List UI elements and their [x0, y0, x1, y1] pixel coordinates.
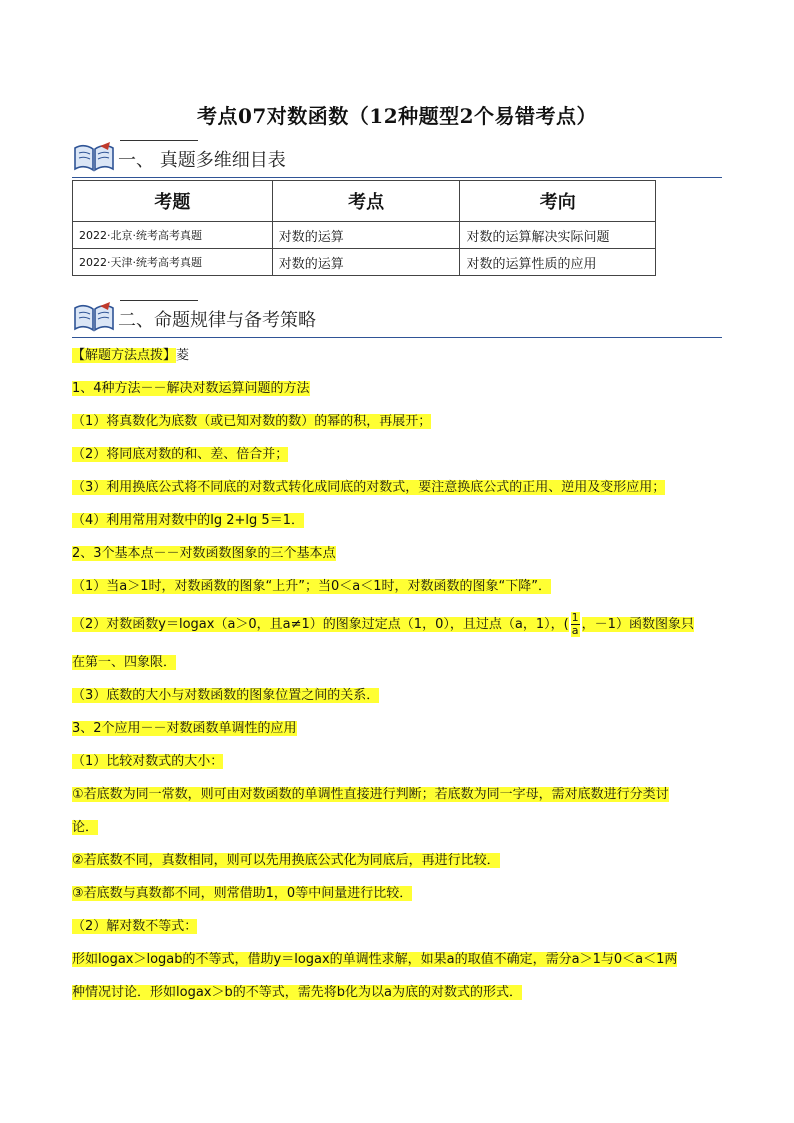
content-line: 种情况讨论．形如logax＞b的不等式，需先将b化为以a为底的对数式的形式．: [72, 985, 522, 1000]
content-line: （2）解对数不等式：: [72, 919, 198, 934]
content-line: （2）将同底对数的和、差、倍合并；: [72, 447, 289, 462]
table-cell: 对数的运算: [272, 249, 460, 276]
section-title: 二、命题规律与备考策略: [118, 310, 316, 331]
open-book-icon: [72, 302, 116, 332]
content-line: ①若底数为同一常数，则可由对数函数的单调性直接进行判断；若底数为同一字母，需对底数进行分类讨: [72, 787, 669, 802]
section-heading-1: [72, 138, 722, 178]
content-line: （1）当a＞1时，对数函数的图象“上升”；当0＜a＜1时，对数函数的图象“下降”．: [72, 579, 551, 594]
section-rule: [72, 337, 722, 338]
table-cell: 2022·天津·统考高考真题: [73, 249, 273, 276]
table-header: 考题: [73, 181, 273, 222]
content-line: （2）对数函数y＝logax（a＞0，且a≠1）的图象过定点（1，0），且过点（a，1），( $\frac{1}{a}$ ，－1）函数图象只: [72, 611, 694, 637]
content-line: （4）利用常用对数中的lg 2+lg 5＝1．: [72, 513, 304, 528]
content-line: 【解题方法点拨】菱: [72, 348, 190, 363]
content-line: ③若底数与真数都不同，则常借助1，0等中间量进行比较．: [72, 886, 413, 901]
content-line: （3）利用换底公式将不同底的对数式转化成同底的对数式，要注意换底公式的正用、逆用及变形应用；: [72, 480, 666, 495]
table-cell: 对数的运算: [272, 222, 460, 249]
content-line: 2、3个基本点－－对数函数图象的三个基本点: [72, 546, 336, 561]
mark-glyph: 菱: [176, 348, 190, 363]
exam-table: [72, 180, 656, 276]
content-line: 在第一、四象限．: [72, 655, 177, 670]
table-header-row: [73, 181, 656, 222]
content-line: （3）底数的大小与对数函数的图象位置之间的关系．: [72, 688, 380, 703]
open-book-icon: [72, 142, 116, 172]
decorative-line: [120, 300, 198, 301]
page-title: 考点07对数函数（12种题型2个易错考点）: [196, 104, 598, 128]
table-cell: 对数的运算解决实际问题: [460, 222, 656, 249]
strategy-content: [72, 346, 724, 1016]
content-line: ②若底数不同，真数相同，则可以先用换底公式化为同底后，再进行比较．: [72, 853, 500, 868]
fraction-one-over-a: $\frac{1}{a}$: [571, 611, 579, 637]
table-cell: 对数的运算性质的应用: [460, 249, 656, 276]
content-line: 形如logax＞logab的不等式，借助y＝logax的单调性求解，如果a的取值不确定，需分a＞1与0＜a＜1两: [72, 952, 678, 967]
section-title: 一、 真题多维细目表: [118, 150, 286, 171]
content-line: （1）比较对数式的大小：: [72, 754, 224, 769]
table-row: [73, 222, 656, 249]
content-line: 3、2个应用－－对数函数单调性的应用: [72, 721, 297, 736]
table-header: 考向: [460, 181, 656, 222]
content-line: 论．: [72, 820, 99, 835]
decorative-line: [120, 140, 198, 141]
section-rule: [72, 177, 722, 178]
content-line: （1）将真数化为底数（或已知对数的数）的幂的积，再展开；: [72, 414, 432, 429]
table-cell: 2022·北京·统考高考真题: [73, 222, 273, 249]
table-row: [73, 249, 656, 276]
section-heading-2: [72, 298, 722, 338]
table-header: 考点: [272, 181, 460, 222]
content-line: 1、4种方法－－解决对数运算问题的方法: [72, 381, 310, 396]
